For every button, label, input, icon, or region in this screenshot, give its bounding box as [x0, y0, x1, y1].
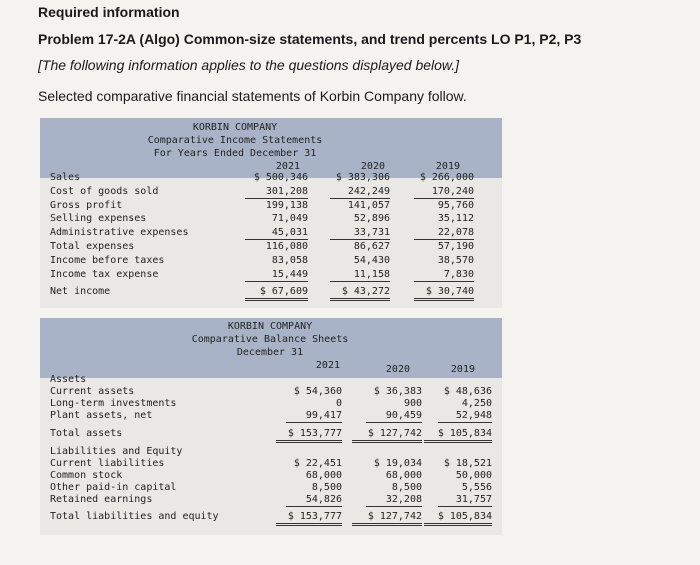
value-2019: 170,240: [414, 186, 474, 199]
value-2021: $ 500,346: [253, 172, 308, 183]
value-2021: 199,138: [265, 200, 308, 211]
row-label: Gross profit: [50, 200, 123, 211]
balance-year-2019: 2019: [450, 364, 475, 375]
value-2019: 50,000: [455, 470, 492, 481]
row-label: Income before taxes: [50, 255, 165, 266]
value-2020: 900: [403, 398, 422, 409]
value-2021: 54,826: [286, 494, 342, 507]
value-2019: 35,112: [437, 213, 474, 224]
row-label: Total assets: [50, 428, 123, 439]
value-2020: 54,430: [353, 255, 390, 266]
value-2019: 38,570: [437, 255, 474, 266]
value-2021: $ 67,609: [245, 286, 308, 301]
instruction-note: [The following information applies to the questions displayed below.]: [38, 57, 460, 73]
value-2019: 7,830: [414, 269, 474, 282]
value-2020: $ 127,742: [352, 511, 422, 526]
balance-year-2021: 2021: [315, 360, 340, 371]
row-label: Assets: [50, 374, 87, 385]
value-2020: $ 127,742: [352, 428, 422, 443]
value-2021: 45,031: [245, 227, 308, 240]
value-2021: 0: [335, 398, 342, 409]
value-2019: $ 48,636: [443, 386, 492, 397]
balance-company-name: KORBIN COMPANY: [227, 321, 313, 332]
value-2021: 71,049: [271, 213, 308, 224]
balance-date: December 31: [236, 347, 304, 358]
value-2021: $ 153,777: [276, 428, 342, 443]
row-label: Selling expenses: [50, 213, 147, 224]
value-2021: $ 22,451: [293, 458, 342, 469]
balance-sheet-panel: [40, 318, 502, 535]
value-2020: 32,208: [366, 494, 422, 507]
value-2019: 95,760: [437, 200, 474, 211]
value-2020: $ 43,272: [330, 286, 390, 301]
value-2019: $ 30,740: [414, 286, 474, 301]
value-2019: 4,250: [461, 398, 492, 409]
value-2020: $ 383,306: [335, 172, 390, 183]
row-label: Income tax expense: [50, 269, 159, 280]
value-2021: 15,449: [245, 269, 308, 282]
row-label: Current liabilities: [50, 458, 165, 469]
value-2020: 33,731: [330, 227, 390, 240]
row-label: Other paid-in capital: [50, 482, 177, 493]
row-label: Sales: [50, 172, 81, 183]
value-2019: 5,556: [461, 482, 492, 493]
value-2021: 8,500: [311, 482, 342, 493]
row-label: Retained earnings: [50, 494, 153, 505]
row-label: Common stock: [50, 470, 123, 481]
value-2020: 11,158: [330, 269, 390, 282]
value-2021: 68,000: [305, 470, 342, 481]
row-label: Current assets: [50, 386, 135, 397]
balance-statement-title: Comparative Balance Sheets: [191, 334, 349, 345]
value-2021: 83,058: [271, 255, 308, 266]
row-label: Liabilities and Equity: [50, 446, 183, 457]
value-2019: 52,948: [438, 410, 492, 423]
row-label: Administrative expenses: [50, 227, 189, 238]
row-label: Long-term investments: [50, 398, 177, 409]
row-label: Cost of goods sold: [50, 186, 159, 197]
value-2020: 141,057: [347, 200, 390, 211]
value-2020: 86,627: [353, 241, 390, 252]
value-2020: 242,249: [330, 186, 390, 199]
value-2019: $ 18,521: [443, 458, 492, 469]
income-company-name: KORBIN COMPANY: [192, 122, 278, 133]
value-2021: 301,208: [245, 186, 308, 199]
row-label: Net income: [50, 286, 111, 297]
value-2021: $ 54,360: [293, 386, 342, 397]
row-label: Total liabilities and equity: [50, 511, 219, 522]
income-statement-title: Comparative Income Statements: [147, 135, 323, 146]
value-2021: 99,417: [286, 410, 342, 423]
value-2020: $ 36,383: [373, 386, 422, 397]
value-2019: $ 105,834: [424, 428, 492, 443]
row-label: Total expenses: [50, 241, 135, 252]
income-statement-panel: [40, 118, 502, 308]
value-2021: $ 153,777: [276, 511, 342, 526]
income-year-2019: 2019: [435, 161, 460, 172]
value-2019: $ 105,834: [424, 511, 492, 526]
value-2019: 57,190: [437, 241, 474, 252]
problem-title: Problem 17-2A (Algo) Common-size statements, and trend percents LO P1, P2, P3: [38, 31, 582, 47]
value-2020: $ 19,034: [373, 458, 422, 469]
balance-year-2020: 2020: [385, 364, 410, 375]
income-year-2020: 2020: [360, 161, 385, 172]
value-2020: 52,896: [353, 213, 390, 224]
value-2019: $ 266,000: [419, 172, 474, 183]
value-2021: 116,080: [265, 241, 308, 252]
value-2020: 90,459: [366, 410, 422, 423]
intro-text: Selected comparative financial statements of Korbin Company follow.: [38, 88, 467, 104]
value-2019: 31,757: [438, 494, 492, 507]
value-2020: 8,500: [391, 482, 422, 493]
required-info-heading: Required information: [38, 4, 180, 20]
row-label: Plant assets, net: [50, 410, 153, 421]
value-2019: 22,078: [414, 227, 474, 240]
income-period: For Years Ended December 31: [153, 148, 317, 159]
income-year-2021: 2021: [275, 161, 300, 172]
value-2020: 68,000: [385, 470, 422, 481]
